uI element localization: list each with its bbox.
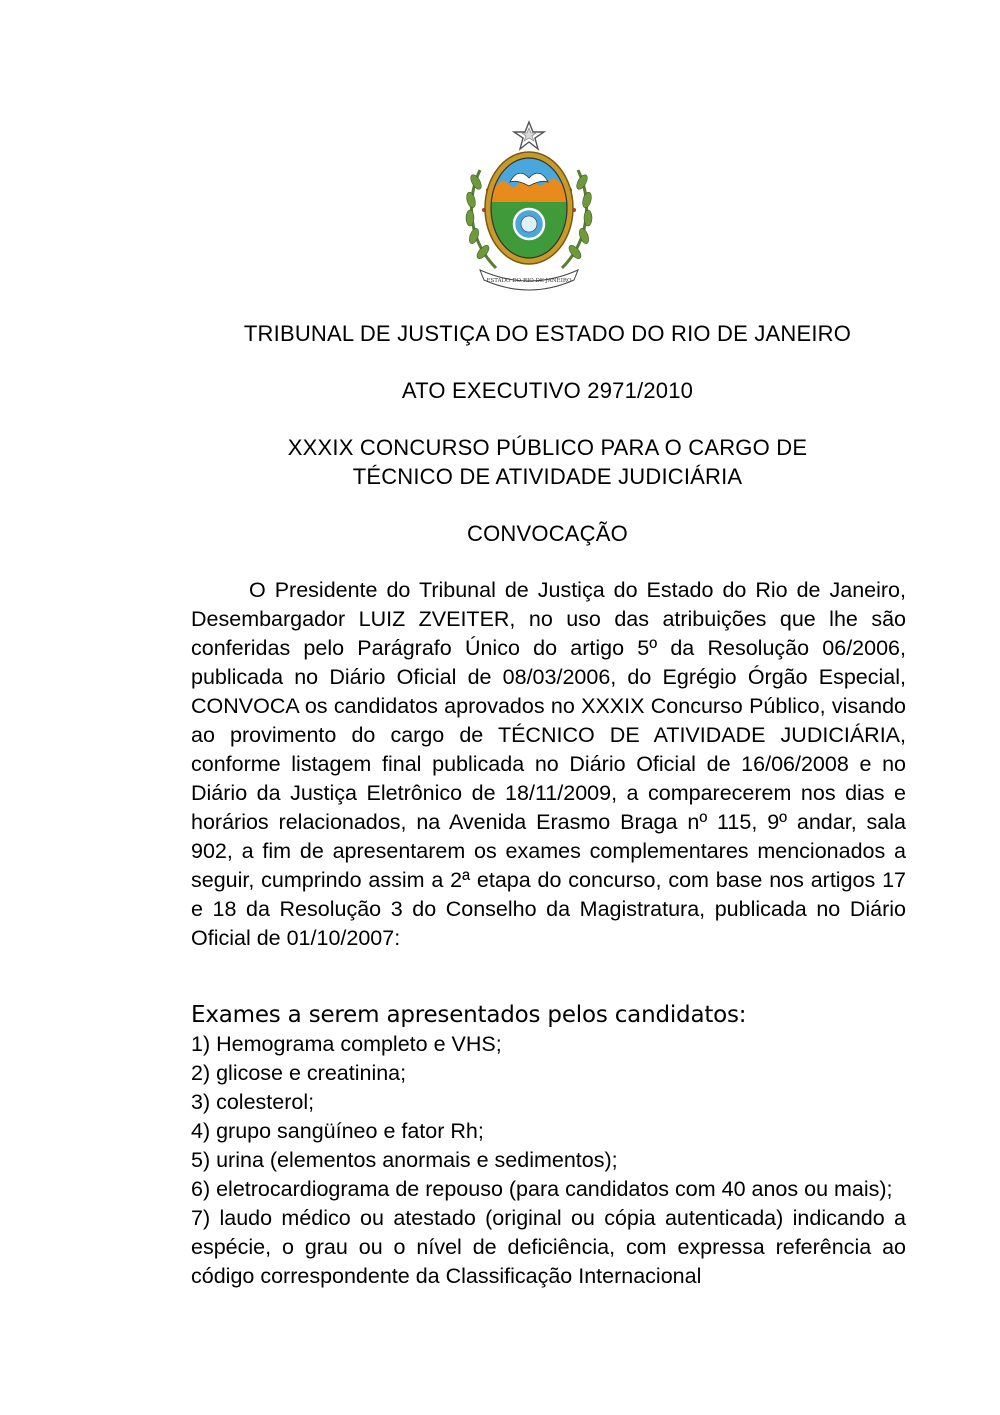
list-item: 4) grupo sangüíneo e fator Rh; (191, 1119, 484, 1143)
exams-list (191, 1030, 906, 1291)
convocation-heading: CONVOCAÇÃO (467, 521, 628, 546)
list-item: 3) colesterol; (191, 1090, 315, 1114)
list-item: 1) Hemograma completo e VHS; (191, 1032, 502, 1056)
court-title: TRIBUNAL DE JUSTIÇA DO ESTADO DO RIO DE JANEIRO (243, 321, 852, 346)
exams-heading: Exames a serem apresentados pelos candidatos: (191, 1002, 747, 1028)
state-coat-of-arms (458, 120, 600, 292)
list-item: 6) eletrocardiograma de repouso (para candidatos com 40 anos ou mais); (191, 1177, 893, 1201)
contest-title-line-1: XXXIX CONCURSO PÚBLICO PARA O CARGO DE (287, 435, 808, 460)
list-item: 5) urina (elementos anormais e sedimentos); (191, 1148, 618, 1172)
act-number: ATO EXECUTIVO 2971/2010 (401, 378, 694, 403)
list-item: 2) glicose e creatinina; (191, 1061, 407, 1085)
contest-title-line-2: TÉCNICO DE ATIVIDADE JUDICIÁRIA (352, 464, 743, 489)
emblem-motto: ESTADO DO RIO DE JANEIRO (486, 278, 572, 284)
list-item: 7) laudo médico ou atestado (original ou cópia autenticada) indicando a espécie, o grau ou o nível de deficiência, com expressa referência ao código correspondente da Classificação Internacional (191, 1206, 906, 1288)
convocation-paragraph: O Presidente do Tribunal de Justiça do Estado do Rio de Janeiro, Desembargador LUIZ ZVEITER, no uso das atribuições que lhe são conferidas pelo Parágrafo Único do artigo 5º da Resolução 06/2006, publicada no Diário Oficial de 08/03/2006, do Egrégio Órgão Especial, CONVOCA os candidatos aprovados no XXXIX Concurso Público, visando ao provimento do cargo de TÉCNICO DE ATIVIDADE JUDICIÁRIA, conforme listagem final publicada no Diário Oficial de 16/06/2008 e no Diário da Justiça Eletrônico de 18/11/2009, a comparecerem nos dias e horários relacionados, na Avenida Erasmo Braga nº 115, 9º andar, sala 902, a fim de apresentarem os exames complementares mencionados a seguir, cumprindo assim a 2ª etapa do concurso, com base nos artigos 17 e 18 da Resolução 3 do Conselho da Magistratura, publicada no Diário Oficial de 01/10/2007: (191, 578, 906, 950)
coat-of-arms-icon (458, 120, 600, 292)
